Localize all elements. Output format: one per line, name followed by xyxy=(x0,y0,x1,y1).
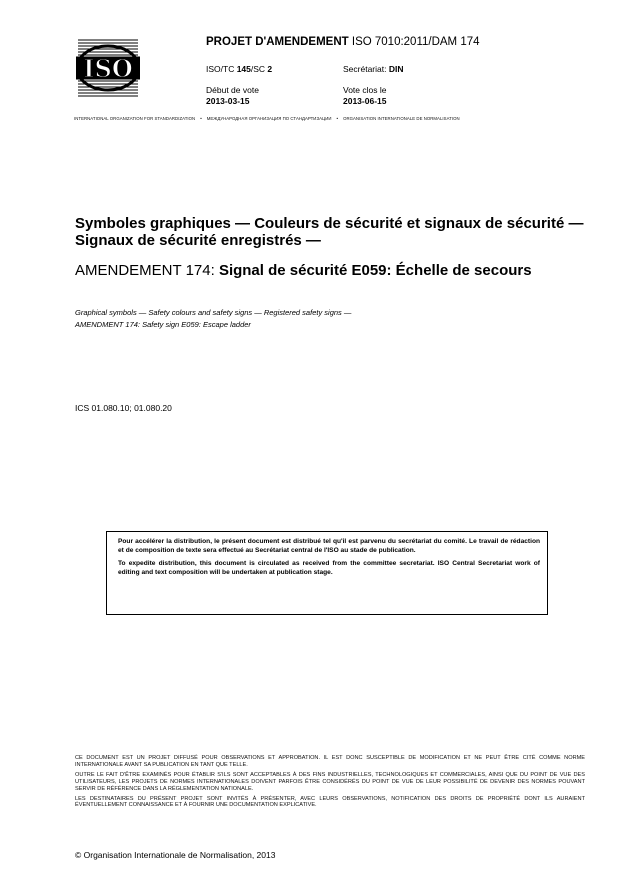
committee: ISO/TC 145/SC 2 xyxy=(206,64,273,74)
notice-french: Pour accélérer la distribution, le présent document est distribué tel qu'il est parvenu du secrétariat du comité. Le travail de rédaction et de composition de texte sera effectué au Secrétariat central de l'ISO au stade de publication. xyxy=(118,538,540,554)
notice-english: To expedite distribution, this document is circulated as received from the committee secretariat. ISO Central Secretariat work of editing and text composition will be undertaken at publication stage. xyxy=(118,560,540,576)
organization-names: INTERNATIONAL ORGANIZATION FOR STANDARDIZATION • МЕЖДУНАРОДНАЯ ОРГАНИЗАЦИЯ ПО СТАНДАРТИЗАЦИИ • ORGANISATION INTERNATIONALE DE NORMALISATION xyxy=(74,116,460,121)
vote-end-date: 2013-06-15 xyxy=(343,96,387,106)
amendment-subject: Signal de sécurité E059: Échelle de secours xyxy=(218,262,532,279)
project-reference xyxy=(206,36,480,48)
org-name-en: INTERNATIONAL ORGANIZATION FOR STANDARDIZATION xyxy=(74,116,196,121)
amendment-title xyxy=(75,262,615,279)
org-name-ru: МЕЖДУНАРОДНАЯ ОРГАНИЗАЦИЯ ПО СТАНДАРТИЗАЦИИ xyxy=(206,116,332,121)
document-title-french: Symboles graphiques — Couleurs de sécurité et signaux de sécurité — Signaux de sécurité enregistrés — xyxy=(75,215,584,249)
copyright: © Organisation Internationale de Normalisation, 2013 xyxy=(75,850,276,860)
iso-logo-text: ISO xyxy=(83,54,133,83)
disclaimer-para-2: OUTRE LE FAIT D'ÊTRE EXAMINÉS POUR ÉTABLIR S'ILS SONT ACCEPTABLES À DES FINS INDUSTRIELLES, TECHNOLOGIQUES ET COMMERCIALES, AINSI QUE DU POINT DE VUE DES UTILISATEURS, LES PROJETS DE NORMES INTERNATIONALES DOIVENT PARFOIS ÊTRE CONSIDÉRÉS DU POINT DE VUE DE LEUR POSSIBILITÉ DE DEVENIR DES NORMES POUVANT SERVIR DE RÉFÉRENCE DANS LA RÉGLEMENTATION NATIONALE. xyxy=(75,771,585,792)
disclaimer-para-1: CE DOCUMENT EST UN PROJET DIFFUSÉ POUR OBSERVATIONS ET APPROBATION. IL EST DONC SUSCEPTIBLE DE MODIFICATION ET NE PEUT ÊTRE CITÉ COMME NORME INTERNATIONALE AVANT SA PUBLICATION EN TANT QUE TELLE. xyxy=(75,755,585,768)
disclaimer-para-3: LES DESTINATAIRES DU PRÉSENT PROJET SONT INVITÉS À PRÉSENTER, AVEC LEURS OBSERVATIONS, NOTIFICATION DES DROITS DE PROPRIÉTÉ DONT ILS AURAIENT ÉVENTUELLEMENT CONNAISSANCE ET À FOURNIR UNE DOCUMENTATION EXPLICATIVE. xyxy=(75,795,585,809)
draft-disclaimer xyxy=(75,755,585,812)
document-title-english: Graphical symbols — Safety colours and safety signs — Registered safety signs — AMENDMENT 174: Safety sign E059: Escape ladder xyxy=(75,308,352,329)
secretariat: Secrétariat: DIN xyxy=(343,64,404,74)
project-ref: ISO 7010:2011/DAM 174 xyxy=(351,36,480,48)
vote-start-label: Début de vote xyxy=(206,85,259,95)
iso-logo xyxy=(76,36,140,100)
vote-start-date: 2013-03-15 xyxy=(206,96,250,106)
ics-codes: ICS 01.080.10; 01.080.20 xyxy=(75,403,172,413)
project-label: PROJET D'AMENDEMENT xyxy=(206,36,349,48)
distribution-notice xyxy=(106,531,548,615)
org-name-fr: ORGANISATION INTERNATIONALE DE NORMALISATION xyxy=(343,116,460,121)
vote-end-label: Vote clos le xyxy=(343,85,387,95)
amendment-prefix: AMENDEMENT 174: xyxy=(75,262,219,279)
